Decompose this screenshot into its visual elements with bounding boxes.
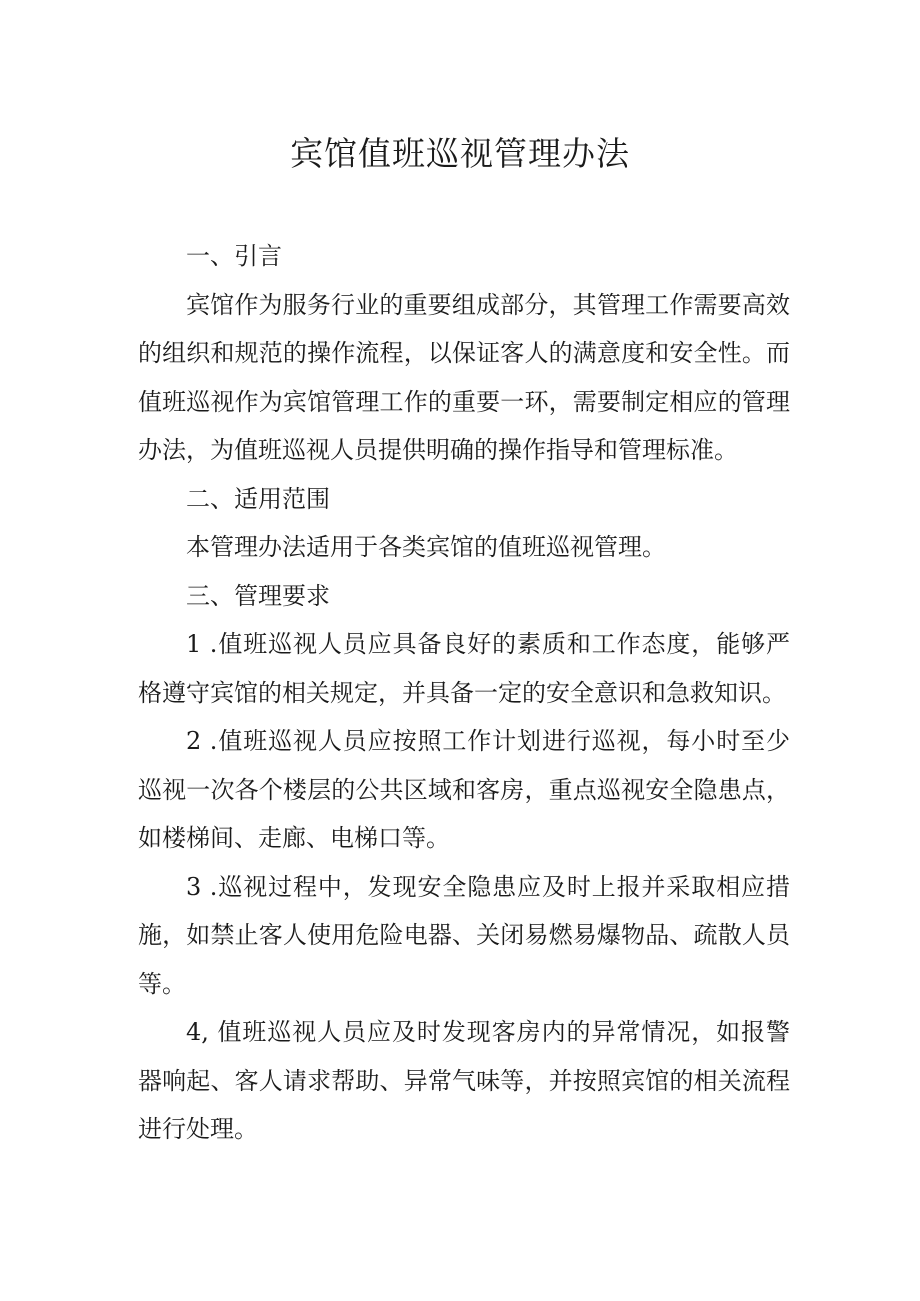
- document-body: [138, 232, 790, 1154]
- section-heading-requirements: 三、管理要求: [186, 581, 330, 610]
- section-heading-scope: 二、适用范围: [186, 484, 330, 513]
- paragraph-scope: 本管理办法适用于各类宾馆的值班巡视管理。: [186, 533, 666, 561]
- requirement-item-1: 1 .值班巡视人员应具备良好的素质和工作态度，能够严格遵守宾馆的相关规定，并具备一定的安全意识和急救知识。: [138, 630, 790, 707]
- paragraph-intro: 宾馆作为服务行业的重要组成部分，其管理工作需要高效的组织和规范的操作流程，以保证客人的满意度和安全性。而值班巡视作为宾馆管理工作的重要一环，需要制定相应的管理办法，为值班巡视人员提供明确的操作指导和管理标准。: [138, 290, 790, 464]
- document-title: 宾馆值班巡视管理办法: [290, 134, 630, 173]
- requirement-item-3: 3 .巡视过程中，发现安全隐患应及时上报并采取相应措施，如禁止客人使用危险电器、关闭易燃易爆物品、疏散人员等。: [138, 872, 790, 998]
- requirement-item-4: 4, 值班巡视人员应及时发现客房内的异常情况，如报警器响起、客人请求帮助、异常气味等，并按照宾馆的相关流程进行处理。: [138, 1018, 790, 1143]
- requirement-item-2: 2 .值班巡视人员应按照工作计划进行巡视，每小时至少巡视一次各个楼层的公共区域和客房，重点巡视安全隐患点，如楼梯间、走廊、电梯口等。: [138, 727, 790, 852]
- section-heading-intro: 一、引言: [186, 242, 282, 270]
